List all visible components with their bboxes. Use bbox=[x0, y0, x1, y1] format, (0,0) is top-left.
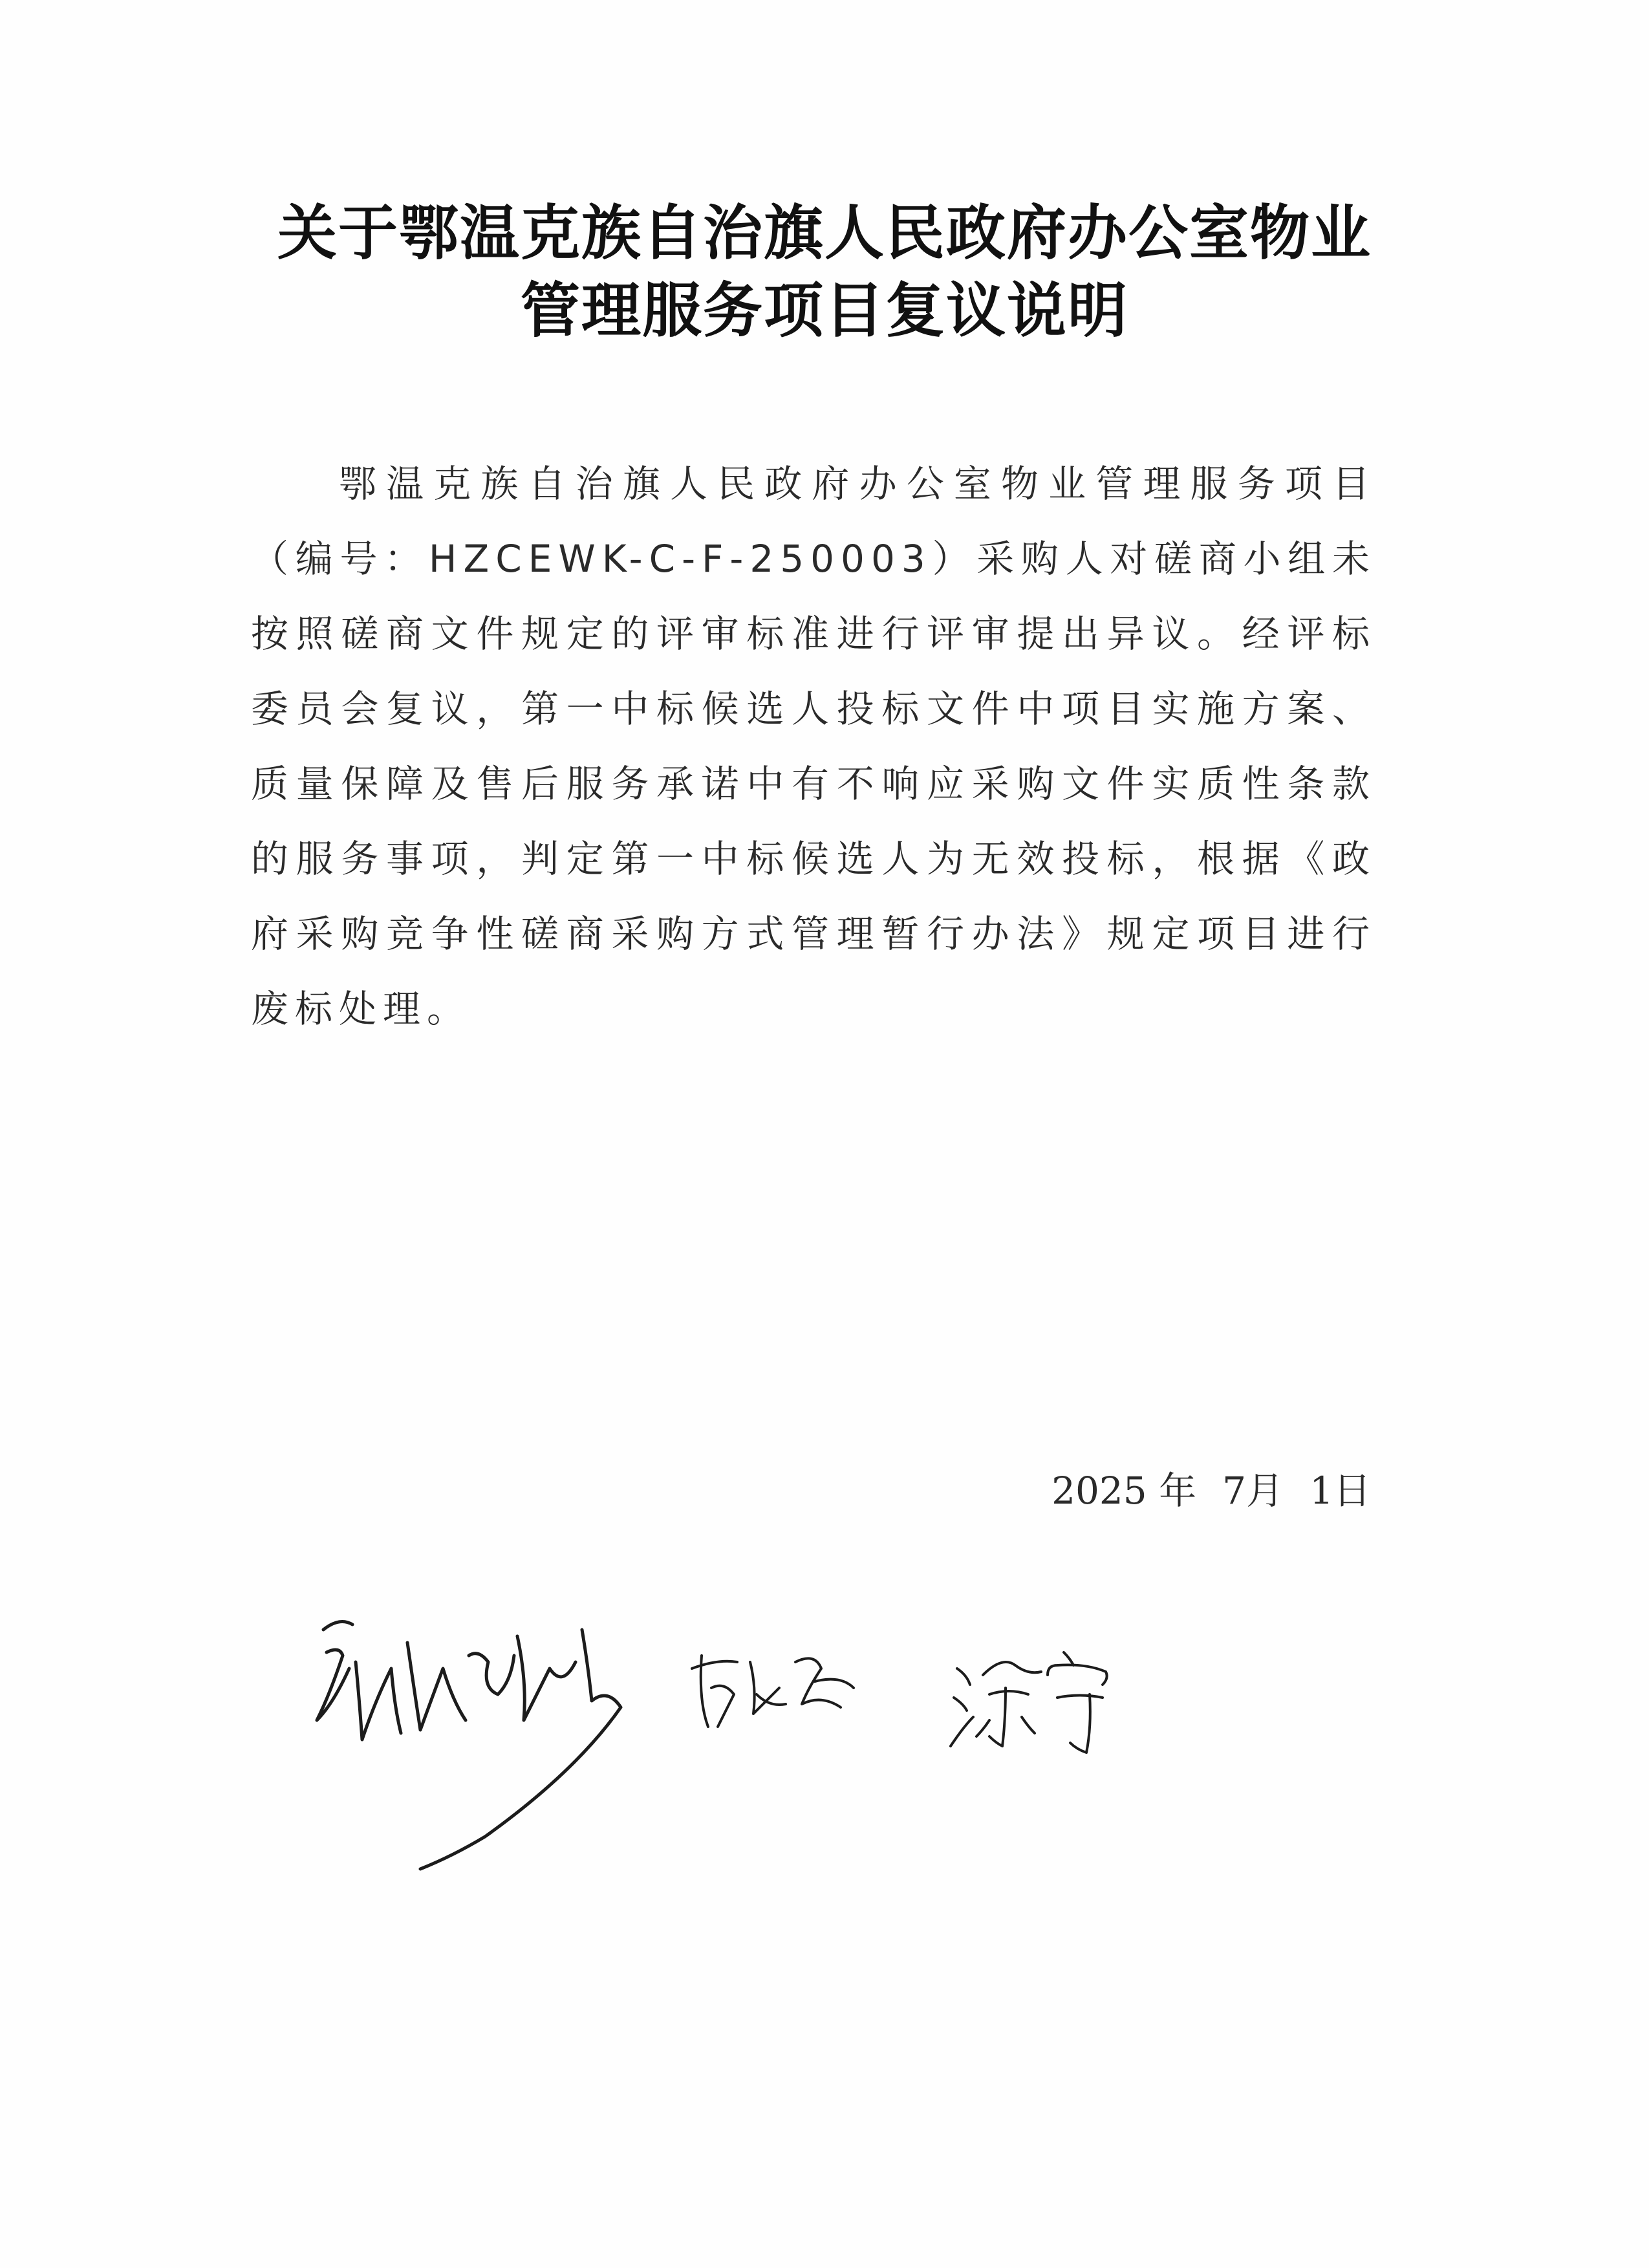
document-title-line-1: 关于鄂温克族自治旗人民政府办公室物业 bbox=[277, 198, 1372, 268]
date-day-unit: 日 bbox=[1333, 1469, 1371, 1513]
date-month-unit: 月 bbox=[1246, 1469, 1284, 1513]
document-date bbox=[970, 1465, 1371, 1517]
signature-1 bbox=[317, 1622, 621, 1870]
handwritten-signatures bbox=[304, 1591, 1145, 1901]
signature-block bbox=[304, 1591, 1145, 1901]
date-day: 1 bbox=[1310, 1469, 1333, 1513]
date-year: 2025 bbox=[1051, 1469, 1147, 1513]
document-title-line-2: 管理服务项目复议说明 bbox=[520, 275, 1128, 345]
signature-2 bbox=[692, 1656, 854, 1727]
date-month: 7 bbox=[1222, 1469, 1247, 1513]
body-paragraph: 鄂温克族自治旗人民政府办公室物业管理服务项目（编号：HZCEWK-C-F-250003）采购人对磋商小组未按照磋商文件规定的评审标准进行评审提出异议。经评标委员会复议，第一中标候选人投标文件中项目实施方案、质量保障及售后服务承诺中有不响应采购文件实质性条款的服务事项，判定第一中标候选人为无效投标，根据《政府采购竞争性磋商采购方式管理暂行办法》规定项目进行废标处理。 bbox=[251, 462, 1376, 1031]
signature-3 bbox=[951, 1652, 1107, 1753]
date-year-unit: 年 bbox=[1159, 1469, 1197, 1513]
